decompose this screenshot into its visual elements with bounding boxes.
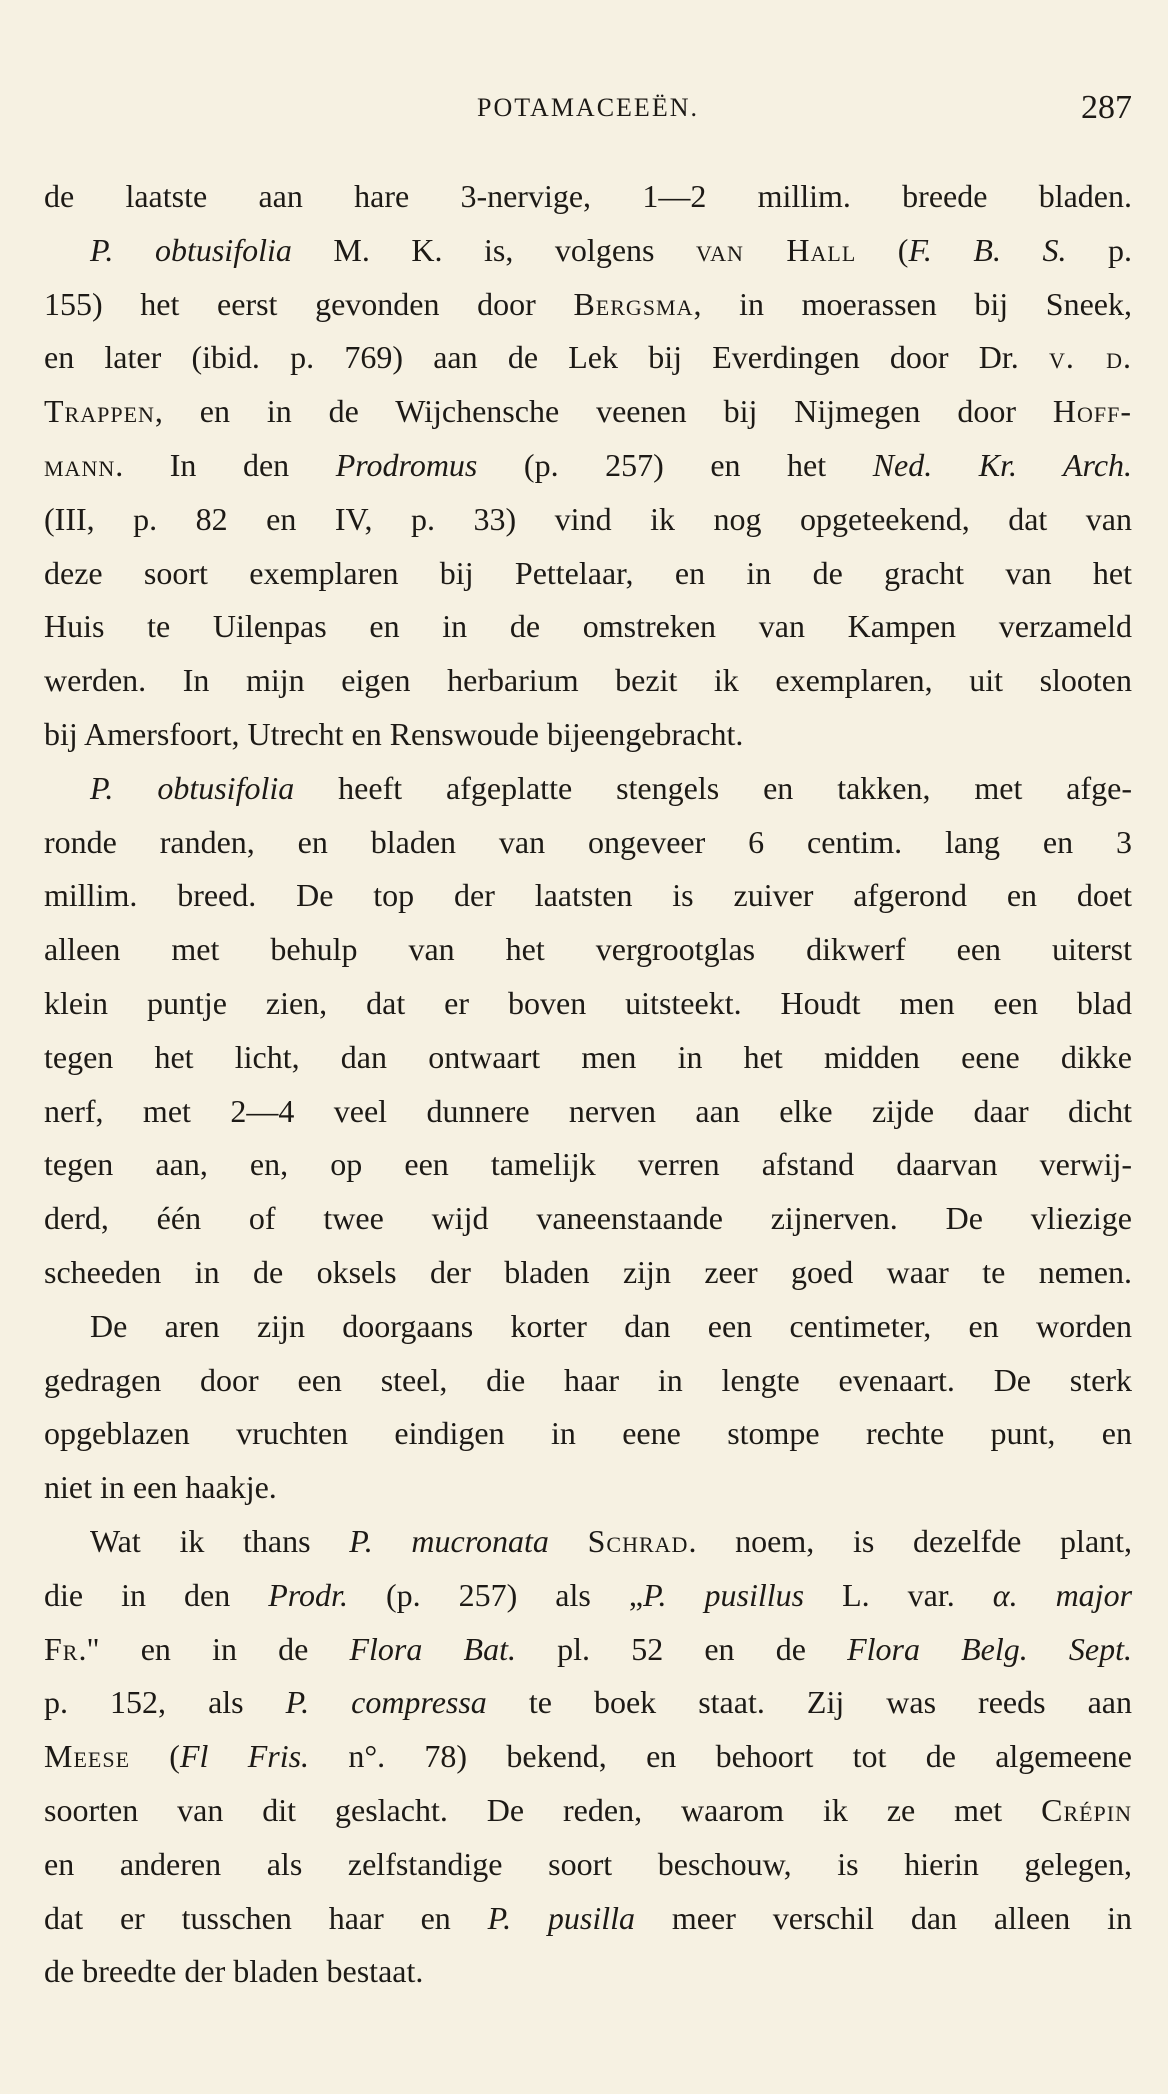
text-line: opgeblazen vruchten eindigen in eene stompe rechte punt, en <box>44 1415 1132 1452</box>
text-line: klein puntje zien, dat er boven uitsteekt. Houdt men een blad <box>44 984 1132 1021</box>
text-line: bij Amersfoort, Utrecht en Renswoude bijeengebracht. <box>44 715 744 752</box>
text-line: mann. In den Prodromus (p. 257) en het Ned. Kr. Arch. <box>44 446 1133 483</box>
text-line: deze soort exemplaren bij Pettelaar, en in de gracht van het <box>44 554 1132 591</box>
text-line: tegen het licht, dan ontwaart men in het midden eene dikke <box>44 1038 1132 1075</box>
page-header <box>44 84 1132 132</box>
text-line: millim. breed. De top der laatsten is zuiver afgerond en doet <box>44 877 1132 914</box>
text-line: 155) het eerst gevonden door Bergsma, in moerassen bij Sneek, <box>44 285 1133 322</box>
text-line: Trappen, en in de Wijchensche veenen bij Nijmegen door Hoff- <box>44 393 1132 430</box>
text-line: niet in een haakje. <box>44 1469 277 1506</box>
text-line: derd, één of twee wijd vaneenstaande zijnerven. De vliezige <box>44 1200 1132 1237</box>
text-line: scheeden in de oksels der bladen zijn zeer goed waar te nemen. <box>44 1253 1132 1290</box>
text-line: soorten van dit geslacht. De reden, waarom ik ze met Crépin <box>44 1791 1132 1828</box>
text-line: P. obtusifolia M. K. is, volgens van Hall (F. B. S. p. <box>90 231 1133 268</box>
text-line: De aren zijn doorgaans korter dan een centimeter, en worden <box>90 1307 1132 1344</box>
text-line: Wat ik thans P. mucronata Schrad. noem, is dezelfde plant, <box>90 1522 1133 1559</box>
text-line: tegen aan, en, op een tamelijk verren afstand daarvan verwij- <box>44 1146 1132 1183</box>
running-head: POTAMACEEËN. <box>477 93 699 122</box>
text-line: de laatste aan hare 3-nervige, 1—2 millim. breede bladen. <box>44 178 1132 214</box>
text-line: die in den Prodr. (p. 257) als „P. pusillus L. var. α. major <box>44 1576 1133 1613</box>
text-line: alleen met behulp van het vergrootglas dikwerf een uiterst <box>44 931 1132 968</box>
text-line: p. 152, als P. compressa te boek staat. Zij was reeds aan <box>44 1684 1133 1721</box>
text-line: P. obtusifolia heeft afgeplatte stengels en takken, met afge- <box>90 769 1133 806</box>
text-line: gedragen door een steel, die haar in lengte evenaart. De sterk <box>44 1361 1132 1398</box>
text-line: dat er tusschen haar en P. pusilla meer verschil dan alleen in <box>44 1899 1133 1936</box>
text-line: en later (ibid. p. 769) aan de Lek bij Everdingen door Dr. v. d. <box>44 339 1133 376</box>
text-line: Fr." en in de Flora Bat. pl. 52 en de Flora Belg. Sept. <box>44 1630 1133 1667</box>
page-number: 287 <box>1081 89 1132 126</box>
text-line: ronde randen, en bladen van ongeveer 6 centim. lang en 3 <box>44 823 1132 860</box>
text-line: en anderen als zelfstandige soort beschouw, is hierin gelegen, <box>44 1845 1132 1882</box>
text-line: Meese (Fl Fris. n°. 78) bekend, en behoort tot de algemeene <box>44 1738 1133 1775</box>
text-line: nerf, met 2—4 veel dunnere nerven aan elke zijde daar dicht <box>44 1092 1132 1129</box>
text-line: werden. In mijn eigen herbarium bezit ik exemplaren, uit slooten <box>44 662 1132 699</box>
text-line: (III, p. 82 en IV, p. 33) vind ik nog opgeteekend, dat van <box>44 500 1132 537</box>
text-line: de breedte der bladen bestaat. <box>44 1953 424 1990</box>
body-text <box>44 170 1132 1999</box>
text-line: Huis te Uilenpas en in de omstreken van Kampen verzameld <box>44 608 1132 645</box>
